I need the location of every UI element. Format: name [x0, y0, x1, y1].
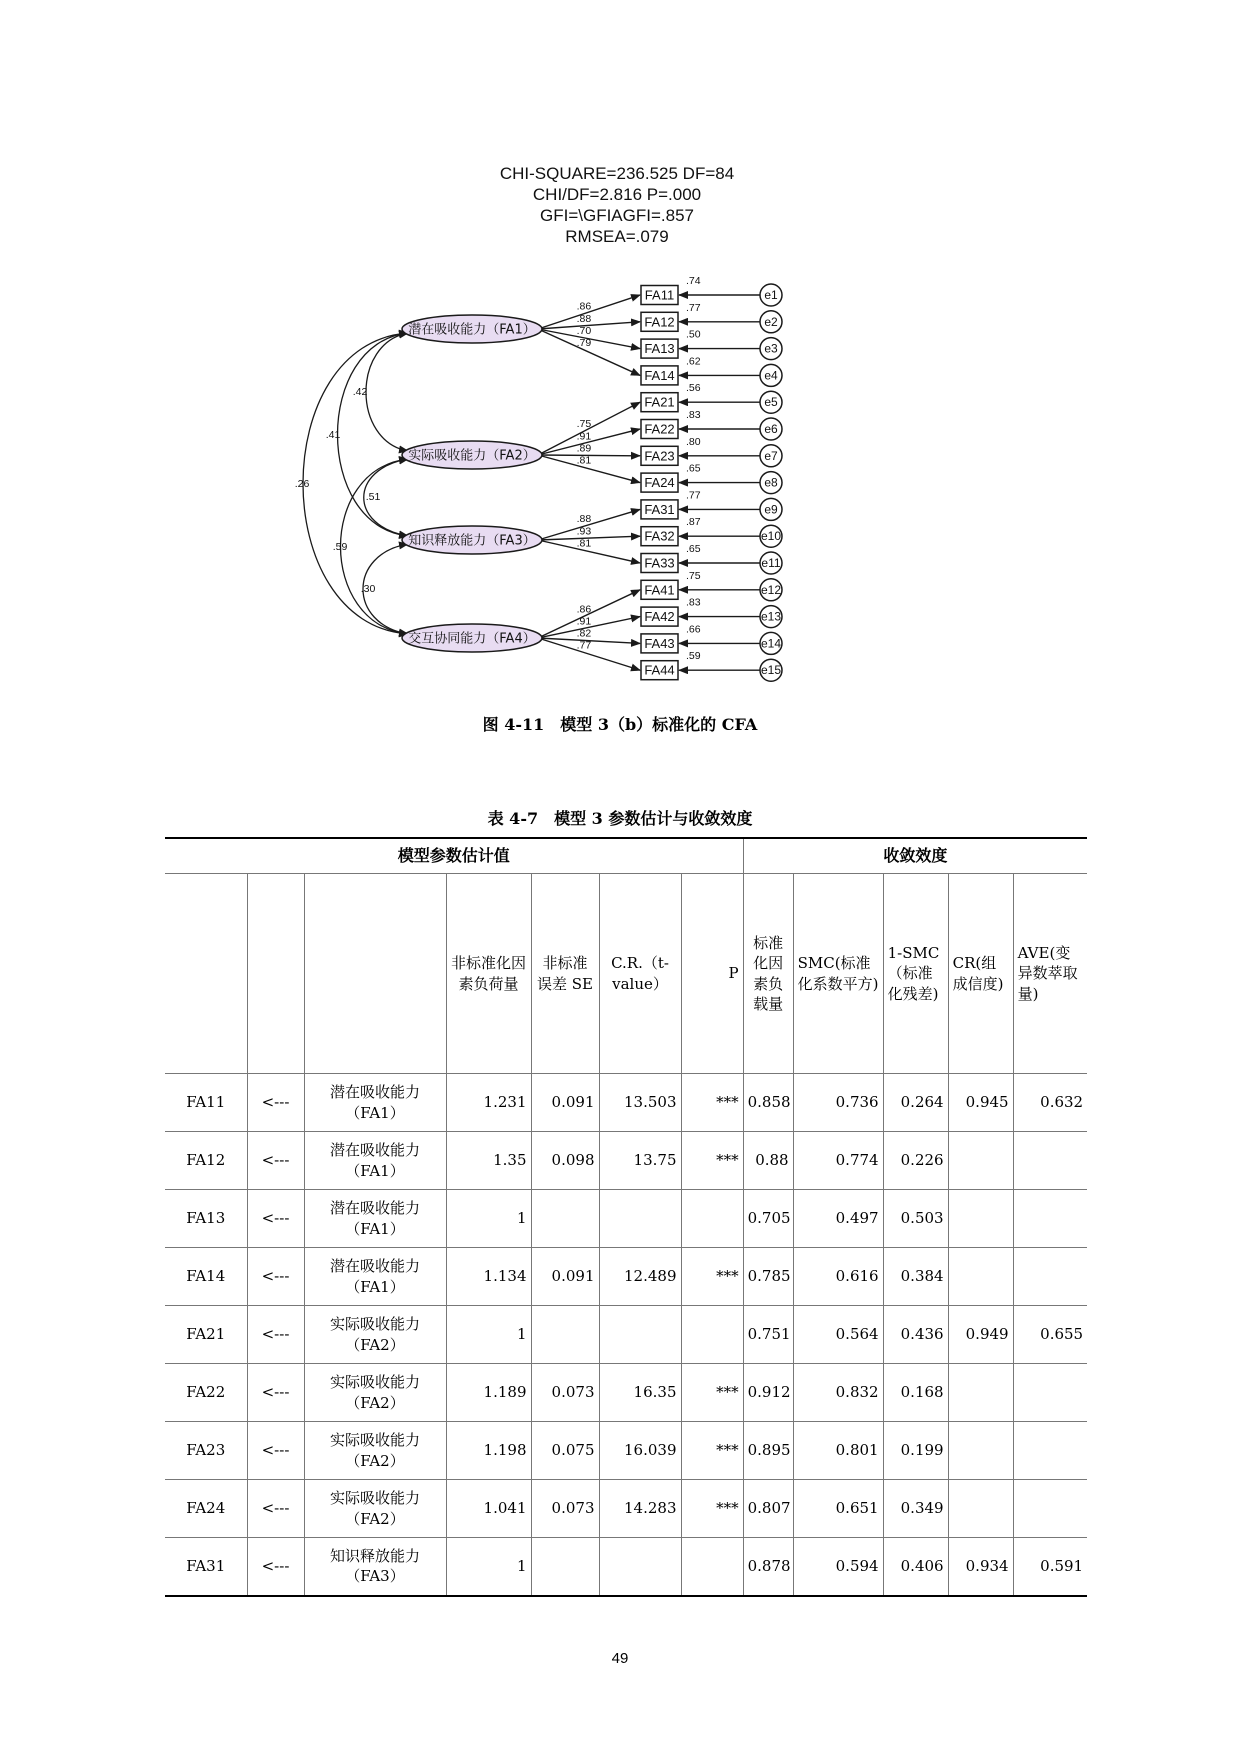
latent-label: 知识释放能力（FA3） [408, 533, 536, 549]
p-value-cell [681, 1538, 743, 1596]
observed-indicator [641, 580, 678, 599]
p-value-cell: *** [681, 1364, 743, 1422]
column-header: 标准化因素负载量 [743, 874, 793, 1074]
estimate-cell: 1.231 [446, 1074, 531, 1132]
arrow-cell: <--- [247, 1538, 304, 1596]
latent-label: 交互协同能力（FA4） [408, 631, 536, 647]
column-header: C.R.（t-value） [599, 874, 681, 1074]
residual-cell: 0.436 [883, 1306, 948, 1364]
error-label: e14 [760, 636, 782, 651]
latent-factor [402, 315, 542, 343]
correlation-label: .26 [294, 478, 310, 490]
indicator-label: FA32 [644, 528, 675, 544]
error-term [760, 606, 782, 628]
p-value-cell: *** [681, 1132, 743, 1190]
arrow-cell: <--- [247, 1422, 304, 1480]
composite-reliability-cell [948, 1364, 1013, 1422]
indicator-label: FA33 [644, 555, 675, 571]
parameter-estimates-table [165, 837, 1087, 1597]
table-row [165, 1480, 1087, 1538]
page-number: 49 [611, 1650, 629, 1667]
se-cell: 0.075 [531, 1422, 599, 1480]
estimate-cell: 1.134 [446, 1248, 531, 1306]
factor-cell: 潜在吸收能力（FA1） [304, 1074, 446, 1132]
factor-cell: 实际吸收能力（FA2） [304, 1422, 446, 1480]
cr-value-cell [599, 1190, 681, 1248]
error-label: e3 [764, 341, 778, 356]
error-label: e4 [764, 368, 778, 383]
table-row [165, 1306, 1087, 1364]
loading-label: .86 [576, 603, 592, 616]
composite-reliability-cell [948, 1190, 1013, 1248]
composite-reliability-cell: 0.945 [948, 1074, 1013, 1132]
cr-value-cell: 13.503 [599, 1074, 681, 1132]
smc-cell: 0.564 [793, 1306, 883, 1364]
error-term [760, 498, 782, 520]
smc-cell: 0.774 [793, 1132, 883, 1190]
indicator-label: FA24 [644, 475, 675, 491]
fit-stat-line: RMSEA=.079 [565, 227, 669, 246]
column-header [165, 874, 247, 1074]
ave-cell [1013, 1364, 1087, 1422]
arrow-cell: <--- [247, 1364, 304, 1422]
loading-label: .82 [576, 627, 592, 640]
indicator-label: FA12 [644, 314, 675, 330]
cr-value-cell: 14.283 [599, 1480, 681, 1538]
loading-label: .70 [576, 324, 592, 337]
correlation-arc [366, 333, 408, 451]
error-term [760, 338, 782, 360]
ave-cell: 0.591 [1013, 1538, 1087, 1596]
factor-cell: 实际吸收能力（FA2） [304, 1364, 446, 1422]
item-cell: FA22 [165, 1364, 247, 1422]
r-squared-label: .75 [686, 569, 701, 582]
se-cell [531, 1190, 599, 1248]
arrow-cell: <--- [247, 1132, 304, 1190]
error-label: e2 [764, 314, 778, 329]
figure-caption: 图 4-11 模型 3（b）标准化的 CFA [482, 715, 758, 734]
factor-cell: 潜在吸收能力（FA1） [304, 1132, 446, 1190]
error-label: e7 [764, 448, 778, 463]
residual-cell: 0.168 [883, 1364, 948, 1422]
r-squared-label: .74 [686, 275, 701, 287]
correlation-label: .41 [325, 429, 341, 441]
table-column-header-row [165, 874, 1087, 1074]
error-label: e15 [760, 663, 782, 678]
item-cell: FA13 [165, 1190, 247, 1248]
cr-value-cell: 13.75 [599, 1132, 681, 1190]
loading-label: .81 [576, 537, 592, 550]
observed-indicator [641, 607, 678, 626]
error-label: e6 [764, 422, 778, 436]
item-cell: FA14 [165, 1248, 247, 1306]
loading-label: .89 [576, 442, 592, 455]
se-cell: 0.098 [531, 1132, 599, 1190]
loading-label: .91 [576, 430, 592, 443]
error-label: e1 [764, 288, 778, 302]
indicator-label: FA23 [644, 448, 675, 464]
composite-reliability-cell [948, 1248, 1013, 1306]
latent-label: 潜在吸收能力（FA1） [408, 322, 536, 338]
observed-indicator [641, 446, 678, 465]
arrow-cell: <--- [247, 1306, 304, 1364]
table-row [165, 1074, 1087, 1132]
r-squared-label: .77 [686, 301, 701, 314]
correlation-label: .51 [365, 491, 381, 503]
factor-cell: 潜在吸收能力（FA1） [304, 1190, 446, 1248]
indicator-label: FA41 [644, 582, 675, 598]
r-squared-label: .80 [686, 435, 701, 448]
cr-value-cell: 12.489 [599, 1248, 681, 1306]
error-term [760, 311, 782, 333]
ave-cell: 0.655 [1013, 1306, 1087, 1364]
correlation-label: .59 [332, 541, 348, 553]
table-row [165, 1422, 1087, 1480]
loading-label: .86 [576, 300, 592, 313]
indicator-label: FA44 [644, 662, 675, 678]
ave-cell [1013, 1132, 1087, 1190]
std-loading-cell: 0.705 [743, 1190, 793, 1248]
observed-indicator [641, 500, 678, 519]
smc-cell: 0.801 [793, 1422, 883, 1480]
smc-cell: 0.736 [793, 1074, 883, 1132]
error-term [760, 525, 782, 547]
se-cell: 0.091 [531, 1248, 599, 1306]
residual-cell: 0.406 [883, 1538, 948, 1596]
indicator-label: FA14 [644, 367, 675, 383]
loading-label: .75 [576, 418, 592, 431]
r-squared-label: .65 [686, 543, 701, 555]
estimate-cell: 1 [446, 1538, 531, 1596]
item-cell: FA23 [165, 1422, 247, 1480]
composite-reliability-cell [948, 1480, 1013, 1538]
error-term [760, 552, 782, 574]
r-squared-label: .66 [686, 623, 701, 636]
error-term [760, 364, 782, 386]
item-cell: FA21 [165, 1306, 247, 1364]
smc-cell: 0.497 [793, 1190, 883, 1248]
group-header-estimates: 模型参数估计值 [165, 838, 743, 874]
observed-indicator [641, 473, 678, 492]
error-term [760, 579, 782, 601]
error-term [760, 418, 782, 440]
ave-cell [1013, 1248, 1087, 1306]
group-header-convergent: 收敛效度 [743, 838, 1087, 874]
se-cell [531, 1538, 599, 1596]
column-header: 1-SMC（标准化残差) [883, 874, 948, 1074]
estimate-cell: 1.041 [446, 1480, 531, 1538]
error-term [760, 284, 782, 306]
se-cell: 0.091 [531, 1074, 599, 1132]
table-row [165, 1132, 1087, 1190]
se-cell: 0.073 [531, 1480, 599, 1538]
item-cell: FA24 [165, 1480, 247, 1538]
ave-cell [1013, 1190, 1087, 1248]
error-term [760, 632, 782, 654]
fit-stat-line: CHI-SQUARE=236.525 DF=84 [499, 164, 735, 183]
ave-cell [1013, 1480, 1087, 1538]
column-header: 非标准误差 SE [531, 874, 599, 1074]
error-term [760, 391, 782, 413]
error-term [760, 472, 782, 494]
observed-indicator [641, 661, 678, 680]
cr-value-cell [599, 1538, 681, 1596]
correlation-arcs [295, 333, 408, 634]
observed-indicator [641, 339, 678, 358]
column-header [304, 874, 446, 1074]
smc-cell: 0.832 [793, 1364, 883, 1422]
table-row [165, 1248, 1087, 1306]
factor-cell: 潜在吸收能力（FA1） [304, 1248, 446, 1306]
factor-cell: 实际吸收能力（FA2） [304, 1306, 446, 1364]
arrow-cell: <--- [247, 1074, 304, 1132]
std-loading-cell: 0.878 [743, 1538, 793, 1596]
factor-cell: 知识释放能力（FA3） [304, 1538, 446, 1596]
column-header: P [681, 874, 743, 1074]
smc-cell: 0.616 [793, 1248, 883, 1306]
estimate-cell: 1.35 [446, 1132, 531, 1190]
latent-factor [402, 624, 542, 652]
latent-factor [402, 526, 542, 554]
observed-indicator [641, 312, 678, 331]
latent-factor [402, 441, 542, 469]
indicator-label: FA11 [644, 287, 675, 303]
indicator-label: FA21 [644, 394, 675, 410]
error-label: e11 [761, 556, 781, 570]
p-value-cell [681, 1190, 743, 1248]
residual-cell: 0.226 [883, 1132, 948, 1190]
correlation-label: .42 [352, 386, 368, 398]
composite-reliability-cell: 0.949 [948, 1306, 1013, 1364]
loading-label: .91 [576, 615, 592, 628]
cr-value-cell: 16.039 [599, 1422, 681, 1480]
se-cell: 0.073 [531, 1364, 599, 1422]
std-loading-cell: 0.858 [743, 1074, 793, 1132]
estimate-cell: 1.189 [446, 1364, 531, 1422]
observed-indicator [641, 420, 678, 439]
item-cell: FA31 [165, 1538, 247, 1596]
observed-indicator [641, 554, 678, 573]
error-label: e12 [760, 582, 782, 597]
r-squared-label: .83 [686, 596, 701, 609]
error-label: e9 [764, 502, 778, 517]
column-header [247, 874, 304, 1074]
arrow-cell: <--- [247, 1480, 304, 1538]
r-squared-label: .62 [686, 355, 701, 368]
error-term [760, 445, 782, 467]
column-header: SMC(标准化系数平方) [793, 874, 883, 1074]
std-loading-cell: 0.751 [743, 1306, 793, 1364]
composite-reliability-cell [948, 1132, 1013, 1190]
correlation-arc [303, 333, 408, 634]
r-squared-label: .59 [686, 650, 701, 663]
ave-cell [1013, 1422, 1087, 1480]
observed-indicator [641, 634, 678, 653]
table-row [165, 1538, 1087, 1596]
se-cell [531, 1306, 599, 1364]
composite-reliability-cell [948, 1422, 1013, 1480]
table-row [165, 1190, 1087, 1248]
table-row [165, 1364, 1087, 1422]
indicator-label: FA13 [644, 341, 675, 357]
factor-cell: 实际吸收能力（FA2） [304, 1480, 446, 1538]
fit-statistics [500, 164, 734, 246]
indicator-label: FA31 [644, 501, 675, 517]
arrow-cell: <--- [247, 1248, 304, 1306]
correlation-label: .30 [360, 583, 376, 595]
composite-reliability-cell: 0.934 [948, 1538, 1013, 1596]
residual-cell: 0.264 [883, 1074, 948, 1132]
latent-label: 实际吸收能力（FA2） [408, 448, 536, 464]
cr-value-cell: 16.35 [599, 1364, 681, 1422]
column-header: CR(组成信度) [948, 874, 1013, 1074]
fit-stat-line: GFI=\GFIAGFI=.857 [540, 206, 694, 225]
std-loading-cell: 0.807 [743, 1480, 793, 1538]
observed-indicator [641, 366, 678, 385]
cfa-path-diagram [0, 0, 1240, 700]
error-label: e13 [760, 609, 782, 624]
cr-value-cell [599, 1306, 681, 1364]
r-squared-label: .56 [686, 382, 701, 395]
residual-cell: 0.384 [883, 1248, 948, 1306]
std-loading-cell: 0.785 [743, 1248, 793, 1306]
p-value-cell: *** [681, 1074, 743, 1132]
item-cell: FA11 [165, 1074, 247, 1132]
p-value-cell: *** [681, 1422, 743, 1480]
error-label: e8 [764, 475, 778, 490]
smc-cell: 0.594 [793, 1538, 883, 1596]
observed-indicator [641, 286, 678, 305]
std-loading-cell: 0.895 [743, 1422, 793, 1480]
indicator-label: FA42 [644, 609, 675, 625]
error-label: e5 [764, 395, 778, 410]
loading-label: .93 [576, 525, 592, 538]
loading-label: .88 [576, 312, 592, 325]
std-loading-cell: 0.88 [743, 1132, 793, 1190]
residual-cell: 0.199 [883, 1422, 948, 1480]
p-value-cell: *** [681, 1248, 743, 1306]
p-value-cell: *** [681, 1480, 743, 1538]
loading-label: .81 [576, 454, 592, 467]
table-caption: 表 4-7 模型 3 参数估计与收敛效度 [487, 809, 753, 828]
error-term [760, 659, 782, 681]
column-header: AVE(变异数萃取量) [1013, 874, 1087, 1074]
r-squared-label: .77 [686, 489, 701, 502]
loading-label: .79 [576, 336, 592, 349]
arrow-cell: <--- [247, 1190, 304, 1248]
residual-cell: 0.503 [883, 1190, 948, 1248]
p-value-cell [681, 1306, 743, 1364]
fit-stat-line: CHI/DF=2.816 P=.000 [532, 185, 702, 204]
estimate-cell: 1.198 [446, 1422, 531, 1480]
error-label: e10 [760, 529, 782, 544]
estimate-cell: 1 [446, 1306, 531, 1364]
residual-cell: 0.349 [883, 1480, 948, 1538]
smc-cell: 0.651 [793, 1480, 883, 1538]
indicator-label: FA43 [644, 635, 675, 651]
r-squared-label: .50 [686, 328, 701, 341]
ave-cell: 0.632 [1013, 1074, 1087, 1132]
indicator-label: FA22 [644, 421, 675, 437]
r-squared-label: .65 [686, 462, 701, 475]
item-cell: FA12 [165, 1132, 247, 1190]
std-loading-cell: 0.912 [743, 1364, 793, 1422]
loading-label: .77 [576, 639, 592, 652]
table-group-header-row [165, 838, 1087, 874]
observed-indicator [641, 527, 678, 546]
r-squared-label: .87 [686, 516, 701, 529]
r-squared-label: .83 [686, 409, 701, 421]
column-header: 非标准化因素负荷量 [446, 874, 531, 1074]
loading-label: .88 [576, 513, 592, 526]
estimate-cell: 1 [446, 1190, 531, 1248]
observed-indicator [641, 393, 678, 412]
